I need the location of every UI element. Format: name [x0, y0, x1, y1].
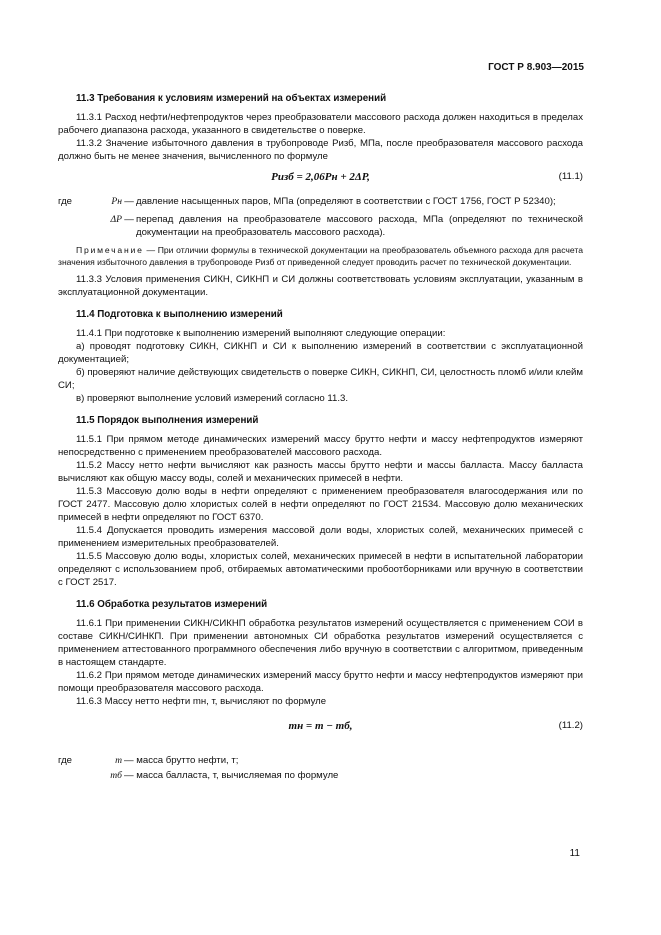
variable-definitions [58, 195, 583, 208]
document-code: ГОСТ Р 8.903—2015 [488, 62, 584, 73]
paragraph-11-5-4: 11.5.4 Допускается проводить измерения массовой доли воды, хлористых солей, механических примесей с применением измерительных преобразователей. [58, 525, 583, 549]
list-item-b: б) проверяют наличие действующих свидетельств о поверке СИКН, СИКНП, СИ, целостность пломб и/или клейм СИ; [58, 367, 583, 391]
paragraph-11-6-2: 11.6.2 При прямом методе динамических измерений массу брутто нефти и массу нефтепродуктов измеряют при помощи преобразователя массового расхода. [58, 670, 583, 694]
paragraph-11-3-1: 11.3.1 Расход нефти/нефтепродуктов через преобразователи массового расхода должен находиться в пределах рабочего диапазона расхода, указанного в свидетельстве о поверке. [58, 112, 583, 136]
variable-symbol: mб [110, 770, 122, 781]
formula-expression: Pизб = 2,06Pн + 2ΔP, [271, 171, 370, 183]
paragraph-11-3-3: 11.3.3 Условия применения СИКН, СИКНП и СИ должны соответствовать условиям эксплуатации, указанным в эксплуатационной документации. [58, 274, 583, 298]
note [58, 244, 583, 268]
variable-description: — масса брутто нефти, т; [124, 755, 239, 766]
variable-description: давление насыщенных паров, МПа (определяют в соответствии с ГОСТ 1756, ГОСТ Р 52340); [136, 196, 556, 207]
paragraph-11-3-2: 11.3.2 Значение избыточного давления в трубопроводе Pизб, МПа, после преобразователя массового расхода должно быть не менее значения, вычисленного по формуле [58, 138, 583, 162]
page-content [58, 92, 583, 783]
paragraph-11-5-1: 11.5.1 При прямом методе динамических измерений массу брутто нефти и массу нефтепродуктов измеряют непосредственно с применением преобразователей массового расхода. [58, 434, 583, 458]
note-text: — При отличии формулы в технической документации на преобразователь объемного расхода для расчета значения избыточного давления в трубопроводе Pизб от приведенной следует проводить расчет по технической документации. [58, 245, 583, 267]
variable-definitions [58, 768, 583, 783]
dash: — [124, 196, 134, 207]
dash: — [124, 214, 134, 225]
paragraph-11-4-1: 11.4.1 При подготовке к выполнению измерений выполняют следующие операции: [76, 328, 446, 339]
paragraph-11-6-3: 11.6.3 Массу нетто нефти mн, т, вычисляют по формуле [76, 696, 327, 707]
formula-number: (11.2) [558, 720, 583, 731]
where-label: где [58, 196, 73, 207]
section-title-11-4: 11.4 Подготовка к выполнению измерений [76, 309, 283, 320]
where-label: где [58, 755, 73, 766]
paragraph-11-6-1: 11.6.1 При применении СИКН/СИКНП обработка результатов измерений осуществляется с применением СОИ в составе СИКН/СИНКП. При применении автономных СИ обработка результатов измерений осуществляется с применением аттестованного программного обеспечения либо вручную в соответствии с алгоритмом, приведенным в настоящем стандарте. [58, 618, 583, 668]
paragraph-11-5-5: 11.5.5 Массовую долю воды, хлористых солей, механических примесей в нефти в испытательной лаборатории определяют с использованием проб, отбираемых автоматическими пробоотборниками или вручную в соответствии с ГОСТ 2517. [58, 551, 583, 588]
variable-description: — масса балласта, т, вычисляемая по формуле [124, 770, 339, 781]
section-title-11-5: 11.5 Порядок выполнения измерений [76, 415, 259, 426]
variable-definitions [58, 753, 583, 768]
section-title-11-3: 11.3 Требования к условиям измерений на объектах измерений [76, 93, 387, 104]
list-item-c: в) проверяют выполнение условий измерений согласно 11.3. [76, 393, 349, 404]
page-number: 11 [569, 848, 580, 859]
variable-symbol: ΔP [110, 214, 122, 225]
formula-11-1 [58, 167, 583, 191]
variable-symbol: Pн [111, 196, 122, 207]
paragraph-11-5-3: 11.5.3 Массовую долю воды в нефти определяют с применением преобразователя влагосодержания или по ГОСТ 2477. Массовую долю хлористых солей в нефти определяют по ГОСТ 21534. Массовую долю механических примесей в нефти определяют по ГОСТ 6370. [58, 486, 583, 523]
variable-definitions [58, 213, 583, 239]
variable-description: перепад давления на преобразователе массового расхода, МПа (определяют по технической документации на преобразователь массового расхода). [136, 214, 583, 238]
formula-number: (11.1) [558, 171, 583, 182]
list-item-a: а) проводят подготовку СИКН, СИКНП и СИ к выполнению измерений в соответствии с эксплуатационной документацией; [58, 341, 583, 365]
section-title-11-6: 11.6 Обработка результатов измерений [76, 599, 268, 610]
note-heading: Примечание [76, 245, 144, 255]
formula-11-2 [58, 716, 583, 740]
paragraph-11-5-2: 11.5.2 Массу нетто нефти вычисляют как разность массы брутто нефти и массы балласта. Массу балласта вычисляют как общую массу воды, солей и механических примесей в нефти. [58, 460, 583, 484]
variable-symbol: m [115, 755, 122, 766]
formula-expression: mн = m − mб, [288, 720, 353, 732]
